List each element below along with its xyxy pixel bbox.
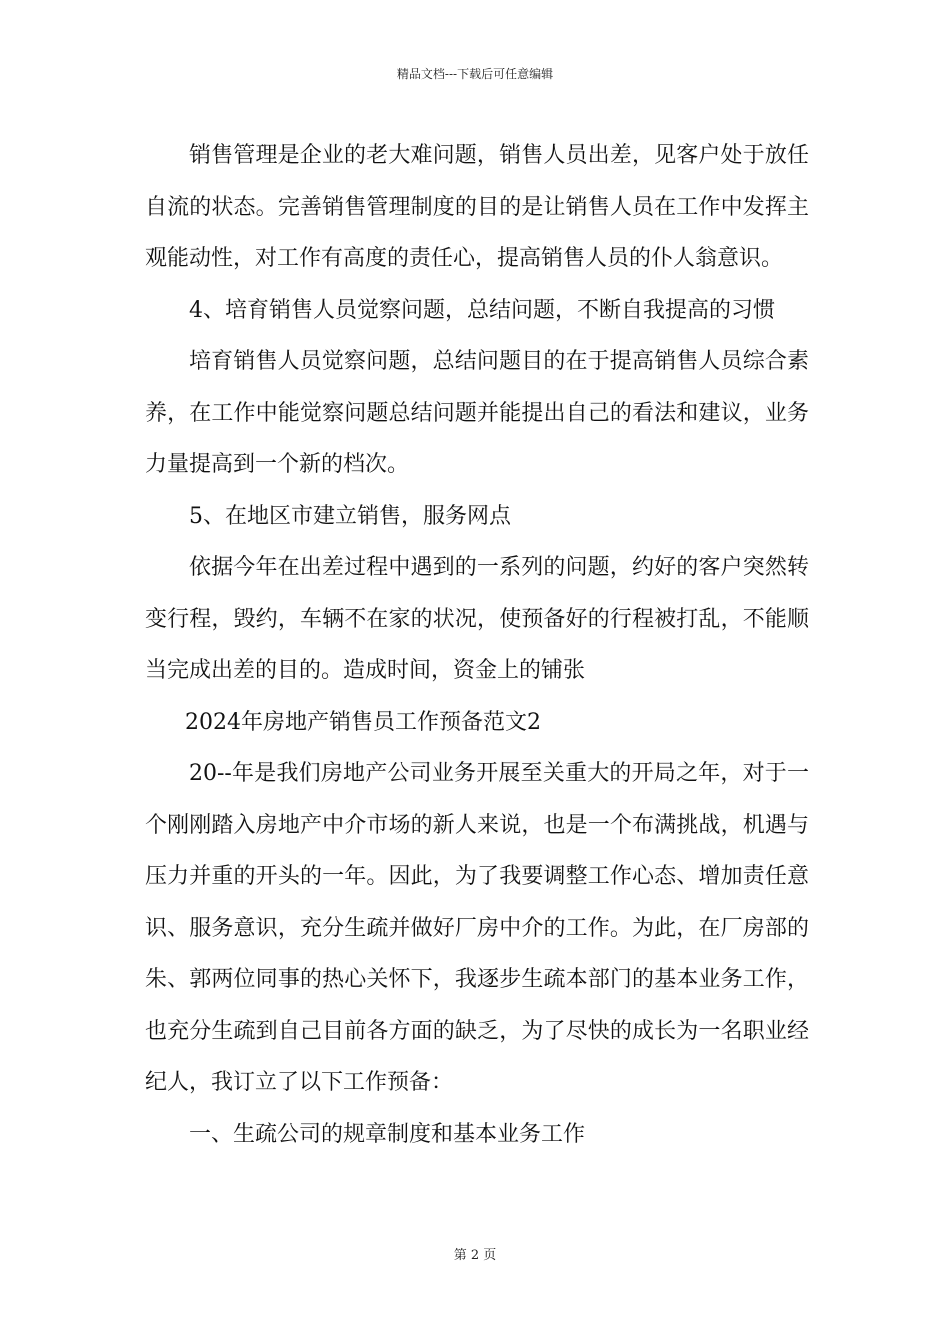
paragraph-point-4: 培育销售人员觉察问题，总结问题目的在于提高销售人员综合素养，在工作中能觉察问题总结问题并能提出自己的看法和建议，业务力量提高到一个新的档次。 — [145, 349, 809, 477]
heading-section-one: 一、生疏公司的规章制度和基本业务工作 — [189, 1121, 586, 1147]
paragraph-point-5: 依据今年在出差过程中遇到的一系列的问题，约好的客户突然转变行程，毁约，车辆不在家的状况，使预备好的行程被打乱，不能顺当完成出差的目的。造成时间，资金上的铺张 — [145, 555, 809, 683]
heading-point-5: 5、在地区市建立销售，服务网点 — [189, 503, 511, 529]
heading-point-4: 4、培育销售人员觉察问题，总结问题，不断自我提高的习惯 — [189, 297, 775, 323]
paragraph-sales-management: 销售管理是企业的老大难问题，销售人员出差，见客户处于放任自流的状态。完善销售管理制度的目的是让销售人员在工作中发挥主观能动性，对工作有高度的责任心，提高销售人员的仆人翁意识。 — [145, 143, 809, 271]
page-number: 第 2 页 — [453, 1248, 497, 1263]
section-title: 2024年房地产销售员工作预备范文2 — [185, 709, 541, 735]
page-header: 精品文档---下载后可任意编辑 — [396, 67, 554, 81]
document-body — [145, 130, 809, 1160]
paragraph-intro: 20--年是我们房地产公司业务开展至关重大的开局之年，对于一个刚刚踏入房地产中介市场的新人来说，也是一个布满挑战，机遇与压力并重的开头的一年。因此，为了我要调整工作心态、增加责任意识、服务意识，充分生疏并做好厂房中介的工作。为此，在厂房部的朱、郭两位同事的热心关怀下，我逐步生疏本部门的基本业务工作，也充分生疏到自己目前各方面的缺乏，为了尽快的成长为一名职业经纪人，我订立了以下工作预备： — [145, 761, 809, 1095]
